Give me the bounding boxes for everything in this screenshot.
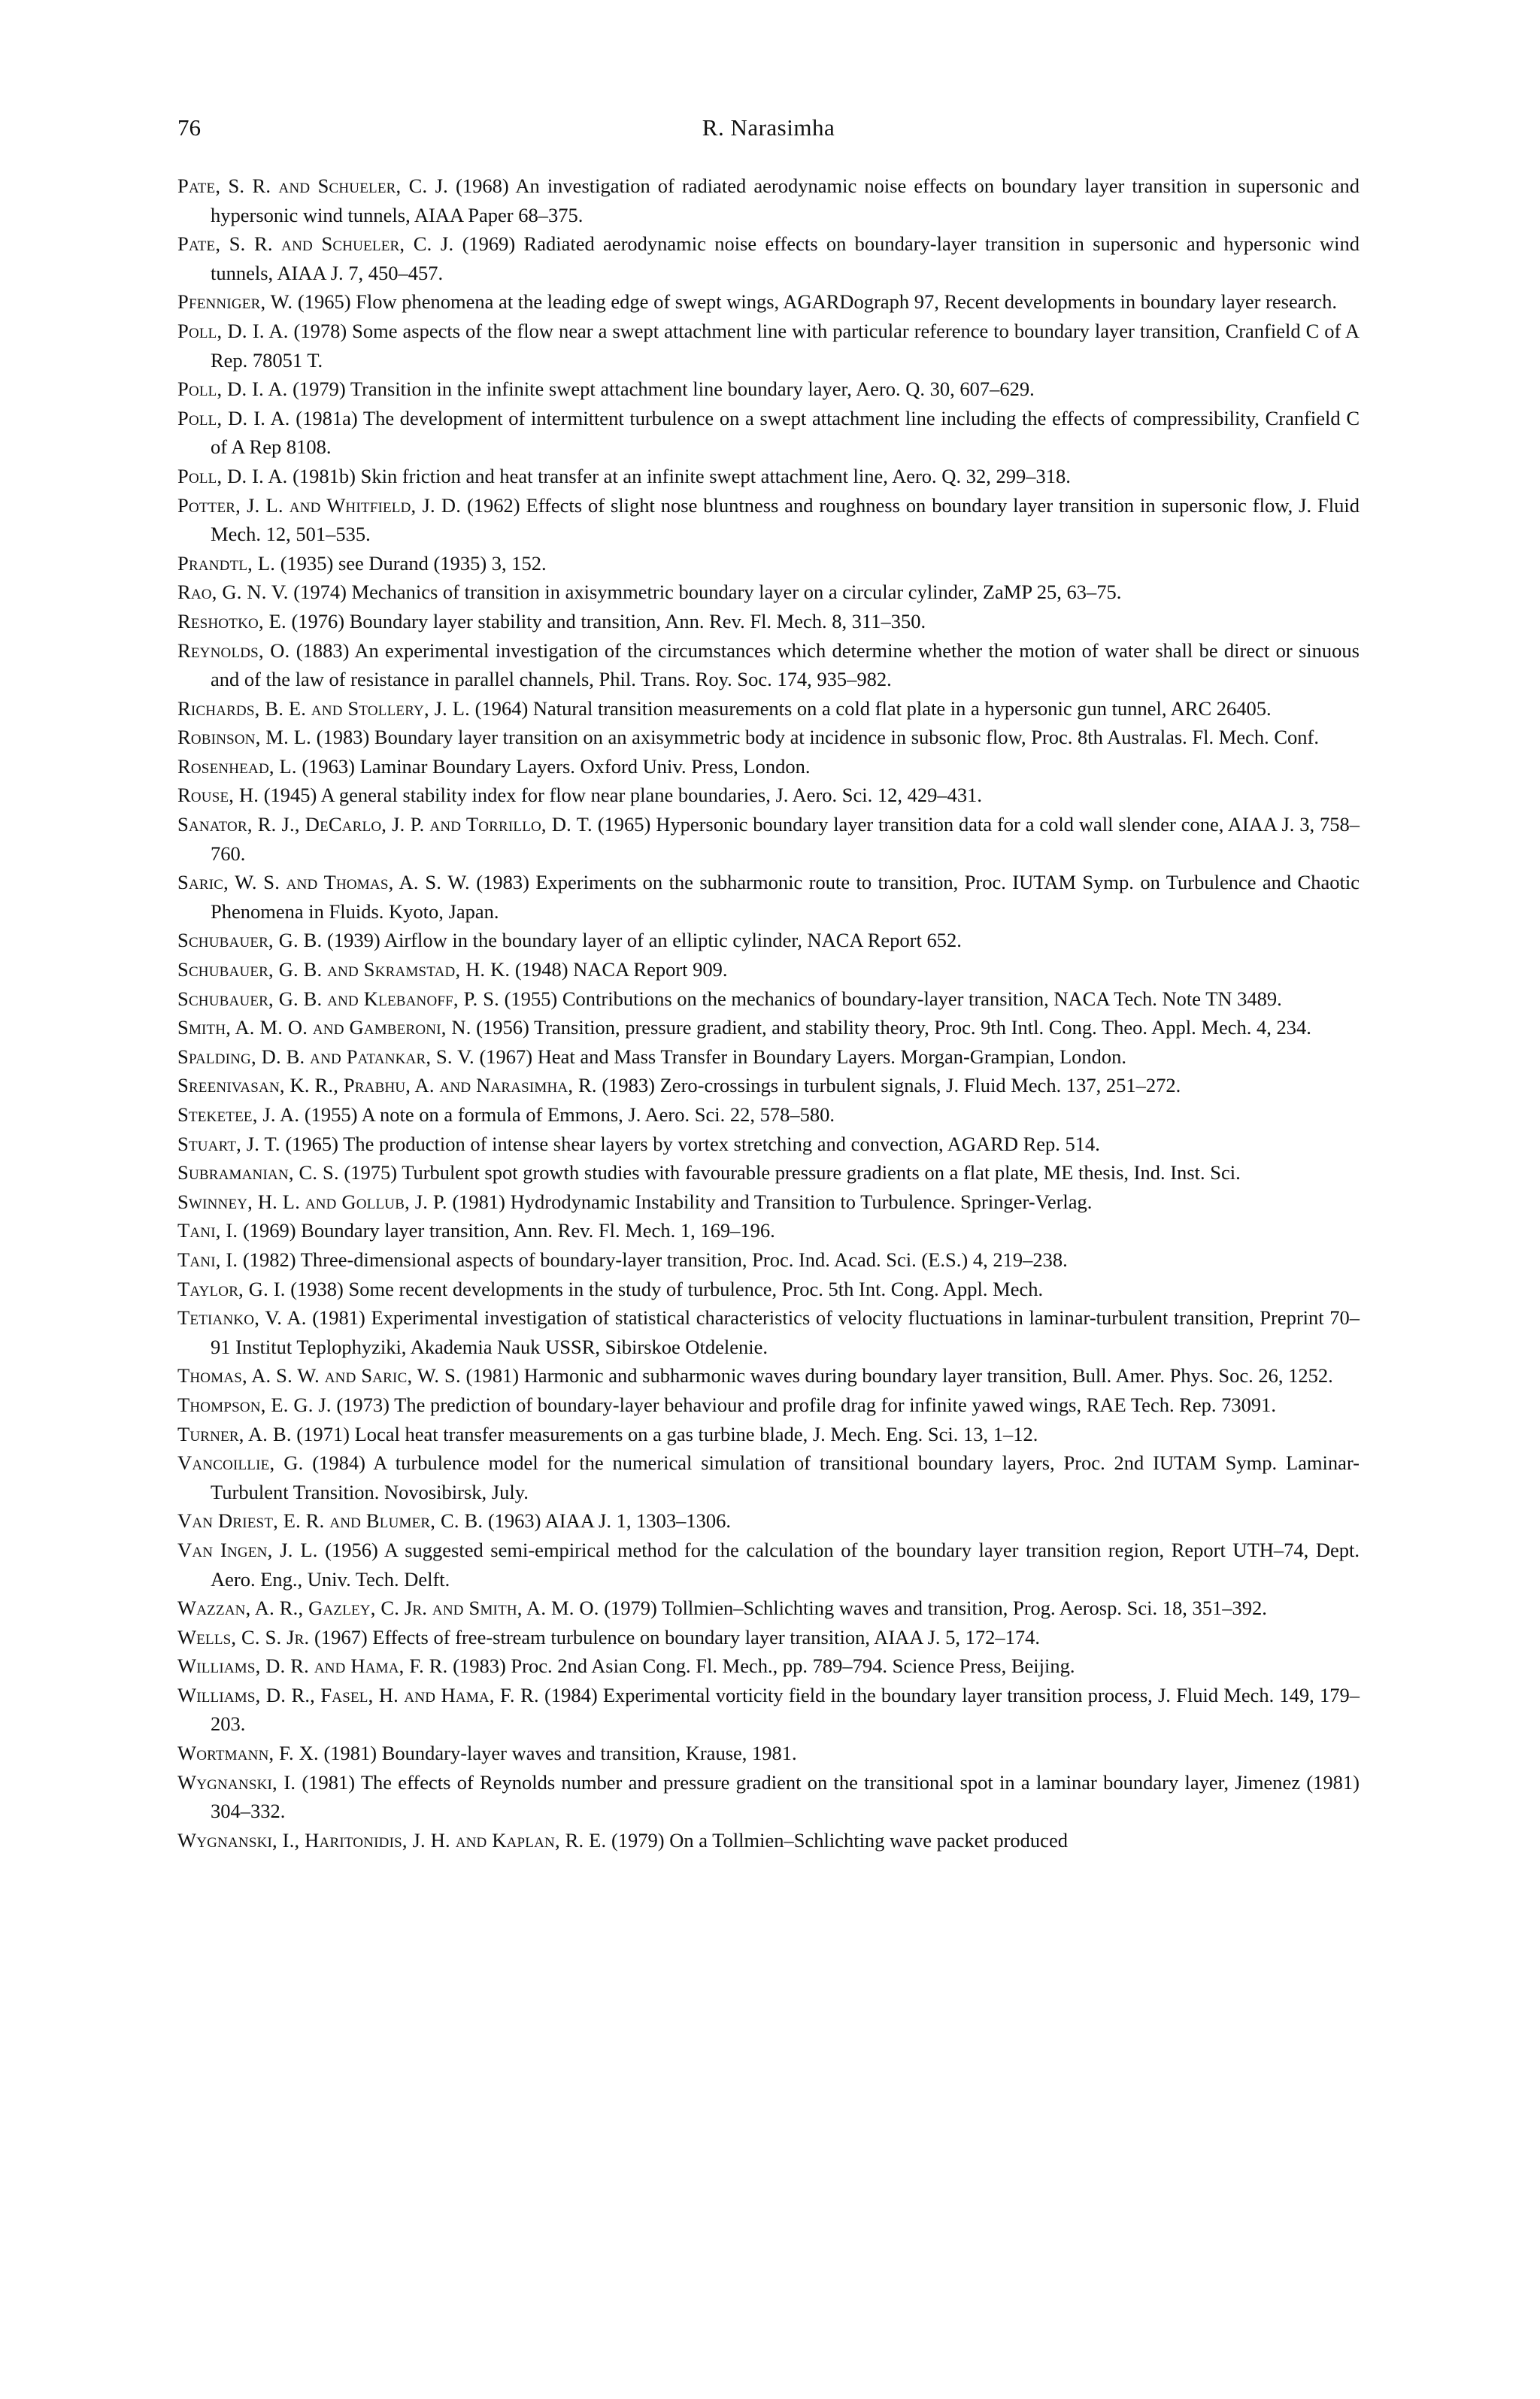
reference-details: (1969) Boundary layer transition, Ann. Rev. Fl. Mech. 1, 169–196. [238, 1219, 775, 1242]
reference-entry [177, 1768, 1360, 1826]
reference-author: Subramanian, C. S. [177, 1161, 339, 1184]
reference-entry [177, 1013, 1360, 1042]
reference-author: Steketee, J. A. [177, 1103, 300, 1126]
reference-details: (1968) An investigation of radiated aerodynamic noise effects on boundary layer transition in supersonic and hypersonic wind tunnels, AIAA Paper 68–375. [211, 174, 1360, 226]
reference-author: Wazzan, A. R., Gazley, C. Jr. and Smith, A. M. O. [177, 1597, 599, 1620]
page-header [177, 113, 1360, 158]
reference-author: Swinney, H. L. and Gollub, J. P. [177, 1190, 447, 1213]
running-head: R. Narasimha [702, 114, 835, 141]
reference-author: Tani, I. [177, 1248, 238, 1271]
page [177, 113, 1360, 1855]
reference-entry [177, 1420, 1360, 1449]
reference-author: Stuart, J. T. [177, 1132, 280, 1155]
reference-details: (1981) The effects of Reynolds number and pressure gradient on the transitional spot in a laminar boundary layer, Jimenez (1981) 304–332. [211, 1770, 1360, 1823]
reference-author: Van Driest, E. R. and Blumer, C. B. [177, 1509, 484, 1533]
reference-details: (1976) Boundary layer stability and transition, Ann. Rev. Fl. Mech. 8, 311–350. [286, 609, 926, 632]
reference-entry [177, 549, 1360, 578]
reference-author: Rosenhead, L. [177, 754, 297, 778]
reference-author: Wells, C. S. Jr. [177, 1625, 310, 1648]
reference-entry [177, 1623, 1360, 1652]
reference-details: (1965) Hypersonic boundary layer transition data for a cold wall slender cone, AIAA J. 3, 758–760. [211, 813, 1360, 865]
reference-author: Williams, D. R. and Hama, F. R. [177, 1654, 448, 1678]
reference-entry [177, 636, 1360, 694]
reference-details: (1965) The production of intense shear layers by vortex stretching and convection, AGARD Rep. 514. [280, 1132, 1100, 1155]
reference-author: Thompson, E. G. J. [177, 1393, 332, 1416]
reference-entry [177, 1158, 1360, 1187]
reference-entry [177, 1651, 1360, 1681]
reference-details: (1981) Boundary-layer waves and transition, Krause, 1981. [318, 1742, 797, 1765]
reference-author: Potter, J. L. and Whitfield, J. D. [177, 493, 462, 517]
reference-author: Poll, D. I. A. [177, 406, 290, 429]
reference-entry [177, 1826, 1360, 1855]
reference-author: Poll, D. I. A. [177, 319, 289, 342]
reference-details: (1955) A note on a formula of Emmons, J. Aero. Sci. 22, 578–580. [299, 1103, 835, 1126]
reference-details: (1983) Zero-crossings in turbulent signals, J. Fluid Mech. 137, 251–272. [596, 1074, 1181, 1097]
reference-details: (1981) Harmonic and subharmonic waves during boundary layer transition, Bull. Amer. Phys. Soc. 26, 1252. [460, 1364, 1333, 1388]
reference-details: (1983) Proc. 2nd Asian Cong. Fl. Mech., pp. 789–794. Science Press, Beijing. [447, 1654, 1075, 1678]
reference-entry [177, 1536, 1360, 1594]
reference-entry [177, 1681, 1360, 1739]
reference-details: (1981a) The development of intermittent turbulence on a swept attachment line including the effects of compressibility, Cranfield C of A Rep 8108. [211, 406, 1360, 459]
reference-author: Richards, B. E. and Stollery, J. L. [177, 696, 470, 720]
reference-details: (1964) Natural transition measurements on a cold flat plate in a hypersonic gun tunnel, ARC 26405. [470, 696, 1272, 720]
reference-author: Tetianko, V. A. [177, 1306, 307, 1330]
reference-entry [177, 810, 1360, 868]
reference-details: (1984) A turbulence model for the numerical simulation of transitional boundary layers, Proc. 2nd IUTAM Symp. Laminar-Turbulent Transition. Novosibirsk, July. [211, 1451, 1360, 1503]
page-number: 76 [177, 114, 201, 141]
reference-entry [177, 955, 1360, 984]
reference-entry [177, 1303, 1360, 1361]
reference-author: Pfenniger, W. [177, 290, 293, 314]
reference-author: Turner, A. B. [177, 1422, 292, 1445]
reference-entry [177, 1245, 1360, 1275]
reference-author: Sanator, R. J., DeCarlo, J. P. and Torrillo, D. T. [177, 813, 593, 836]
reference-entry [177, 868, 1360, 926]
reference-details: (1971) Local heat transfer measurements on a gas turbine blade, J. Mech. Eng. Sci. 13, 1–12. [291, 1422, 1038, 1445]
reference-author: Wortmann, F. X. [177, 1742, 319, 1765]
reference-details: (1975) Turbulent spot growth studies with favourable pressure gradients on a flat plate, ME thesis, Ind. Inst. Sci. [338, 1161, 1241, 1184]
reference-entry [177, 578, 1360, 607]
reference-entry [177, 694, 1360, 723]
reference-author: Rouse, H. [177, 784, 259, 807]
reference-entry [177, 926, 1360, 955]
reference-details: (1979) On a Tollmien–Schlichting wave packet produced [606, 1828, 1068, 1852]
reference-author: Prandtl, L. [177, 551, 276, 575]
reference-entry [177, 1739, 1360, 1768]
reference-details: (1979) Transition in the infinite swept attachment line boundary layer, Aero. Q. 30, 607–629. [287, 378, 1035, 401]
reference-author: Thomas, A. S. W. and Saric, W. S. [177, 1364, 461, 1388]
reference-entry [177, 287, 1360, 317]
reference-entry [177, 1275, 1360, 1304]
reference-entry [177, 1100, 1360, 1130]
reference-details: (1955) Contributions on the mechanics of boundary-layer transition, NACA Tech. Note TN 3489. [499, 987, 1282, 1010]
reference-details: (1967) Effects of free-stream turbulence on boundary layer transition, AIAA J. 5, 172–174. [309, 1625, 1041, 1648]
reference-list [177, 171, 1360, 1855]
reference-entry [177, 1071, 1360, 1100]
reference-details: (1967) Heat and Mass Transfer in Boundary Layers. Morgan-Grampian, London. [474, 1045, 1127, 1068]
reference-entry [177, 1506, 1360, 1536]
reference-entry [177, 171, 1360, 229]
reference-details: (1981) Experimental investigation of statistical characteristics of velocity fluctuations in laminar-turbulent transition, Preprint 70–91 Institut Teplophyziki, Akademia Nauk USSR, Sibirskoe Otdelenie. [211, 1306, 1360, 1358]
reference-entry [177, 1391, 1360, 1420]
reference-entry [177, 984, 1360, 1014]
reference-entry [177, 491, 1360, 549]
reference-author: Reshotko, E. [177, 609, 286, 632]
reference-author: Reynolds, O. [177, 638, 290, 662]
reference-author: Pate, S. R. and Schueler, C. J. [177, 174, 448, 197]
reference-details: (1965) Flow phenomena at the leading edge of swept wings, AGARDograph 97, Recent developments in boundary layer research. [293, 290, 1337, 314]
reference-author: Poll, D. I. A. [177, 464, 288, 487]
reference-entry [177, 462, 1360, 491]
reference-details: (1956) A suggested semi-empirical method for the calculation of the boundary layer transition region, Report UTH–74, Dept. Aero. Eng., Univ. Tech. Delft. [211, 1538, 1360, 1591]
reference-entry [177, 317, 1360, 375]
reference-author: Rao, G. N. V. [177, 581, 289, 604]
reference-details: (1974) Mechanics of transition in axisymmetric boundary layer on a circular cylinder, ZaMP 25, 63–75. [288, 581, 1122, 604]
reference-entry [177, 781, 1360, 810]
reference-entry [177, 1216, 1360, 1245]
reference-details: (1969) Radiated aerodynamic noise effects on boundary-layer transition in supersonic and hypersonic wind tunnels, AIAA J. 7, 450–457. [211, 232, 1360, 284]
reference-author: Schubauer, G. B. and Skramstad, H. K. [177, 958, 511, 981]
reference-details: (1984) Experimental vorticity field in the boundary layer transition process, J. Fluid Mech. 149, 179–203. [211, 1683, 1360, 1736]
reference-author: Vancoillie, G. [177, 1451, 304, 1475]
reference-details: (1963) AIAA J. 1, 1303–1306. [483, 1509, 731, 1533]
reference-details: (1962) Effects of slight nose bluntness and roughness on boundary layer transition in supersonic flow, J. Fluid Mech. 12, 501–535. [211, 493, 1360, 546]
reference-details: (1948) NACA Report 909. [510, 958, 728, 981]
reference-details: (1983) Experiments on the subharmonic route to transition, Proc. IUTAM Symp. on Turbulence and Chaotic Phenomena in Fluids. Kyoto, Japan. [211, 871, 1360, 923]
reference-details: (1963) Laminar Boundary Layers. Oxford Univ. Press, London. [296, 754, 811, 778]
reference-author: Saric, W. S. and Thomas, A. S. W. [177, 871, 470, 894]
reference-author: Schubauer, G. B. and Klebanoff, P. S. [177, 987, 499, 1010]
reference-details: (1883) An experimental investigation of the circumstances which determine whether the motion of water shall be direct or sinuous and of the law of resistance in parallel channels, Phil. Trans. Roy. Soc. 174, 935–982. [211, 638, 1360, 691]
reference-author: Williams, D. R., Fasel, H. and Hama, F. R. [177, 1683, 539, 1706]
reference-entry [177, 607, 1360, 636]
reference-entry [177, 375, 1360, 404]
reference-entry [177, 1361, 1360, 1391]
reference-entry [177, 1042, 1360, 1072]
reference-author: Schubauer, G. B. [177, 929, 323, 952]
reference-entry [177, 1187, 1360, 1217]
reference-details: (1956) Transition, pressure gradient, and stability theory, Proc. 9th Intl. Cong. Theo. Appl. Mech. 4, 234. [471, 1016, 1311, 1039]
reference-details: (1983) Boundary layer transition on an axisymmetric body at incidence in subsonic flow, Proc. 8th Australas. Fl. Mech. Conf. [311, 726, 1319, 749]
reference-details: (1939) Airflow in the boundary layer of an elliptic cylinder, NACA Report 652. [322, 929, 962, 952]
reference-author: Robinson, M. L. [177, 726, 312, 749]
reference-entry [177, 1448, 1360, 1506]
reference-entry [177, 1130, 1360, 1159]
reference-author: Sreenivasan, K. R., Prabhu, A. and Narasimha, R. [177, 1074, 597, 1097]
reference-details: (1973) The prediction of boundary-layer behaviour and profile drag for infinite yawed wings, RAE Tech. Rep. 73091. [331, 1393, 1277, 1416]
reference-details: (1978) Some aspects of the flow near a swept attachment line with particular reference to boundary layer transition, Cranfield C of A Rep. 78051 T. [211, 319, 1360, 372]
reference-author: Wygnanski, I. [177, 1770, 296, 1794]
reference-details: (1945) A general stability index for flow near plane boundaries, J. Aero. Sci. 12, 429–431. [259, 784, 983, 807]
reference-details: (1979) Tollmien–Schlichting waves and transition, Prog. Aerosp. Sci. 18, 351–392. [599, 1597, 1267, 1620]
reference-details: (1981) Hydrodynamic Instability and Transition to Turbulence. Springer-Verlag. [447, 1190, 1093, 1213]
reference-author: Smith, A. M. O. and Gamberoni, N. [177, 1016, 471, 1039]
reference-author: Poll, D. I. A. [177, 378, 288, 401]
reference-author: Pate, S. R. and Schueler, C. J. [177, 232, 454, 256]
reference-details: (1935) see Durand (1935) 3, 152. [275, 551, 547, 575]
reference-details: (1938) Some recent developments in the study of turbulence, Proc. 5th Int. Cong. Appl. Mech. [285, 1277, 1044, 1300]
reference-entry [177, 1594, 1360, 1623]
reference-author: Tani, I. [177, 1219, 238, 1242]
reference-entry [177, 723, 1360, 752]
reference-author: Taylor, G. I. [177, 1277, 286, 1300]
reference-details: (1981b) Skin friction and heat transfer at an infinite swept attachment line, Aero. Q. 32, 299–318. [287, 464, 1071, 487]
reference-entry [177, 229, 1360, 287]
reference-author: Wygnanski, I., Haritonidis, J. H. and Kaplan, R. E. [177, 1828, 607, 1852]
reference-details: (1982) Three-dimensional aspects of boundary-layer transition, Proc. Ind. Acad. Sci. (E.S.) 4, 219–238. [238, 1248, 1068, 1271]
reference-author: Van Ingen, J. L. [177, 1538, 318, 1561]
reference-author: Spalding, D. B. and Patankar, S. V. [177, 1045, 474, 1068]
reference-entry [177, 752, 1360, 781]
reference-entry [177, 404, 1360, 462]
